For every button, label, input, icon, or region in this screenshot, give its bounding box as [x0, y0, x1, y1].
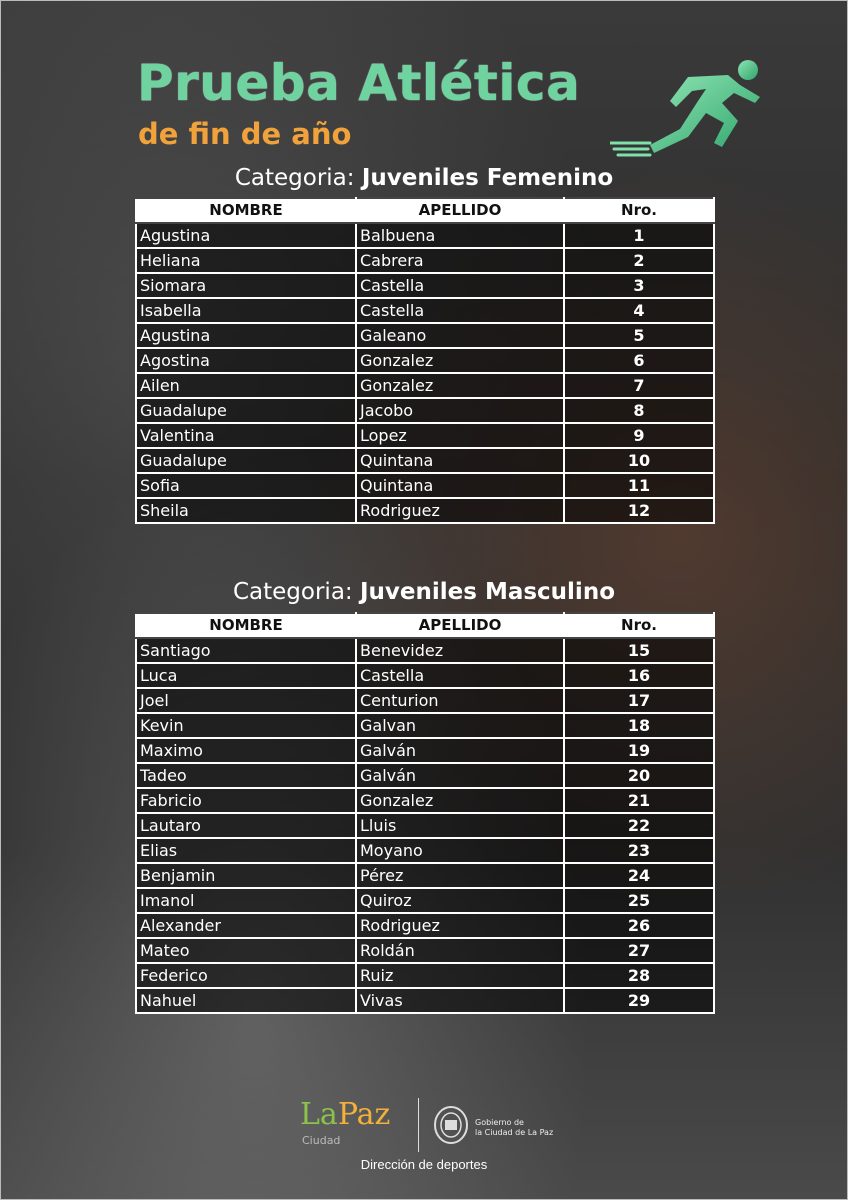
- table-row: [136, 498, 714, 523]
- cell-nombre: Alexander: [136, 913, 356, 938]
- table-row: [136, 713, 714, 738]
- cell-apellido: Quintana: [356, 473, 564, 498]
- cell-apellido: Gonzalez: [356, 373, 564, 398]
- cell-apellido: Vivas: [356, 988, 564, 1013]
- table-header-row: [136, 613, 714, 638]
- roster-table-femenino: [135, 197, 715, 524]
- cell-nombre: Nahuel: [136, 988, 356, 1013]
- cell-nro: 6: [564, 348, 714, 373]
- cell-nombre: Agustina: [136, 323, 356, 348]
- logo-ciudad-text: Ciudad: [302, 1134, 341, 1147]
- cell-nro: 7: [564, 373, 714, 398]
- cell-nombre: Elias: [136, 838, 356, 863]
- cell-nro: 2: [564, 248, 714, 273]
- cell-apellido: Balbuena: [356, 223, 564, 248]
- roster-table-masculino: [135, 612, 715, 1014]
- cell-nro: 18: [564, 713, 714, 738]
- cell-nombre: Agustina: [136, 223, 356, 248]
- cell-nombre: Valentina: [136, 423, 356, 448]
- table-row: [136, 348, 714, 373]
- table-row: [136, 863, 714, 888]
- table-row: [136, 913, 714, 938]
- cell-nombre: Guadalupe: [136, 398, 356, 423]
- table-row: [136, 763, 714, 788]
- cell-nombre: Heliana: [136, 248, 356, 273]
- cell-nro: 9: [564, 423, 714, 448]
- cell-nro: 21: [564, 788, 714, 813]
- cell-nro: 1: [564, 223, 714, 248]
- cell-nombre: Santiago: [136, 638, 356, 663]
- cell-nro: 8: [564, 398, 714, 423]
- cell-nro: 19: [564, 738, 714, 763]
- cell-nro: 5: [564, 323, 714, 348]
- cell-apellido: Ruiz: [356, 963, 564, 988]
- page-title: Prueba Atlética: [137, 54, 581, 112]
- cell-nombre: Luca: [136, 663, 356, 688]
- category-heading-masculino: [0, 581, 848, 604]
- cell-nro: 25: [564, 888, 714, 913]
- cell-nro: 29: [564, 988, 714, 1013]
- table-row: [136, 688, 714, 713]
- cell-apellido: Pérez: [356, 863, 564, 888]
- table-row: [136, 398, 714, 423]
- table-row: [136, 988, 714, 1013]
- runner-icon: [610, 55, 770, 165]
- category-prefix: Categoria:: [234, 165, 355, 191]
- cell-apellido: Centurion: [356, 688, 564, 713]
- cell-apellido: Castella: [356, 298, 564, 323]
- government-text: Gobierno de la Ciudad de La Paz: [475, 1118, 554, 1137]
- cell-nombre: Imanol: [136, 888, 356, 913]
- table-row: [136, 963, 714, 988]
- category-heading-femenino: [0, 167, 848, 190]
- cell-apellido: Roldán: [356, 938, 564, 963]
- cell-nro: 16: [564, 663, 714, 688]
- cell-nombre: Sheila: [136, 498, 356, 523]
- column-header-nro: Nro.: [564, 613, 714, 638]
- logo-paz-text: Paz: [337, 1097, 391, 1132]
- cell-apellido: Galvan: [356, 713, 564, 738]
- table-row: [136, 323, 714, 348]
- cell-nro: 10: [564, 448, 714, 473]
- column-header-nombre: NOMBRE: [136, 198, 356, 223]
- cell-apellido: Quintana: [356, 448, 564, 473]
- table-row: [136, 888, 714, 913]
- table-row: [136, 638, 714, 663]
- table-body: [136, 223, 714, 523]
- cell-apellido: Galeano: [356, 323, 564, 348]
- cell-apellido: Lluis: [356, 813, 564, 838]
- table-row: [136, 273, 714, 298]
- cell-apellido: Cabrera: [356, 248, 564, 273]
- cell-nro: 17: [564, 688, 714, 713]
- category-prefix: Categoria:: [232, 579, 353, 605]
- cell-nro: 12: [564, 498, 714, 523]
- table-body: [136, 638, 714, 1013]
- column-header-nro: Nro.: [564, 198, 714, 223]
- category-name: Juveniles Femenino: [361, 165, 614, 191]
- city-seal-icon: [433, 1105, 469, 1145]
- cell-apellido: Quiroz: [356, 888, 564, 913]
- cell-nro: 15: [564, 638, 714, 663]
- department-text: Dirección de deportes: [360, 1157, 488, 1172]
- cell-nro: 20: [564, 763, 714, 788]
- cell-nombre: Tadeo: [136, 763, 356, 788]
- cell-nombre: Isabella: [136, 298, 356, 323]
- cell-nro: 28: [564, 963, 714, 988]
- cell-nombre: Fabricio: [136, 788, 356, 813]
- cell-apellido: Benevidez: [356, 638, 564, 663]
- cell-apellido: Galván: [356, 763, 564, 788]
- cell-apellido: Galván: [356, 738, 564, 763]
- cell-apellido: Gonzalez: [356, 348, 564, 373]
- column-header-nombre: NOMBRE: [136, 613, 356, 638]
- column-header-apellido: APELLIDO: [356, 613, 564, 638]
- category-name: Juveniles Masculino: [359, 579, 615, 605]
- cell-nombre: Sofia: [136, 473, 356, 498]
- table-row: [136, 448, 714, 473]
- table-row: [136, 788, 714, 813]
- footer-divider: [418, 1098, 419, 1152]
- cell-apellido: Lopez: [356, 423, 564, 448]
- la-paz-logo: [300, 1097, 420, 1152]
- column-header-apellido: APELLIDO: [356, 198, 564, 223]
- cell-nombre: Joel: [136, 688, 356, 713]
- cell-apellido: Gonzalez: [356, 788, 564, 813]
- cell-nro: 27: [564, 938, 714, 963]
- table-row: [136, 223, 714, 248]
- cell-nombre: Agostina: [136, 348, 356, 373]
- cell-apellido: Rodriguez: [356, 498, 564, 523]
- cell-nro: 4: [564, 298, 714, 323]
- table-row: [136, 738, 714, 763]
- cell-nro: 23: [564, 838, 714, 863]
- cell-nombre: Kevin: [136, 713, 356, 738]
- table-row: [136, 473, 714, 498]
- page-subtitle: de fin de año: [138, 117, 352, 151]
- table-header-row: [136, 198, 714, 223]
- cell-nro: 26: [564, 913, 714, 938]
- cell-apellido: Rodriguez: [356, 913, 564, 938]
- cell-apellido: Castella: [356, 273, 564, 298]
- table-row: [136, 838, 714, 863]
- cell-nro: 22: [564, 813, 714, 838]
- cell-nombre: Federico: [136, 963, 356, 988]
- table-row: [136, 938, 714, 963]
- cell-nombre: Lautaro: [136, 813, 356, 838]
- cell-nombre: Benjamin: [136, 863, 356, 888]
- cell-nro: 24: [564, 863, 714, 888]
- table-row: [136, 423, 714, 448]
- cell-apellido: Castella: [356, 663, 564, 688]
- table-row: [136, 813, 714, 838]
- cell-nro: 11: [564, 473, 714, 498]
- table-row: [136, 298, 714, 323]
- cell-apellido: Jacobo: [356, 398, 564, 423]
- logo-la-text: La: [300, 1097, 338, 1132]
- cell-nombre: Maximo: [136, 738, 356, 763]
- cell-nombre: Mateo: [136, 938, 356, 963]
- table-row: [136, 248, 714, 273]
- cell-nombre: Ailen: [136, 373, 356, 398]
- table-row: [136, 663, 714, 688]
- cell-nombre: Guadalupe: [136, 448, 356, 473]
- cell-nro: 3: [564, 273, 714, 298]
- table-row: [136, 373, 714, 398]
- cell-apellido: Moyano: [356, 838, 564, 863]
- cell-nombre: Siomara: [136, 273, 356, 298]
